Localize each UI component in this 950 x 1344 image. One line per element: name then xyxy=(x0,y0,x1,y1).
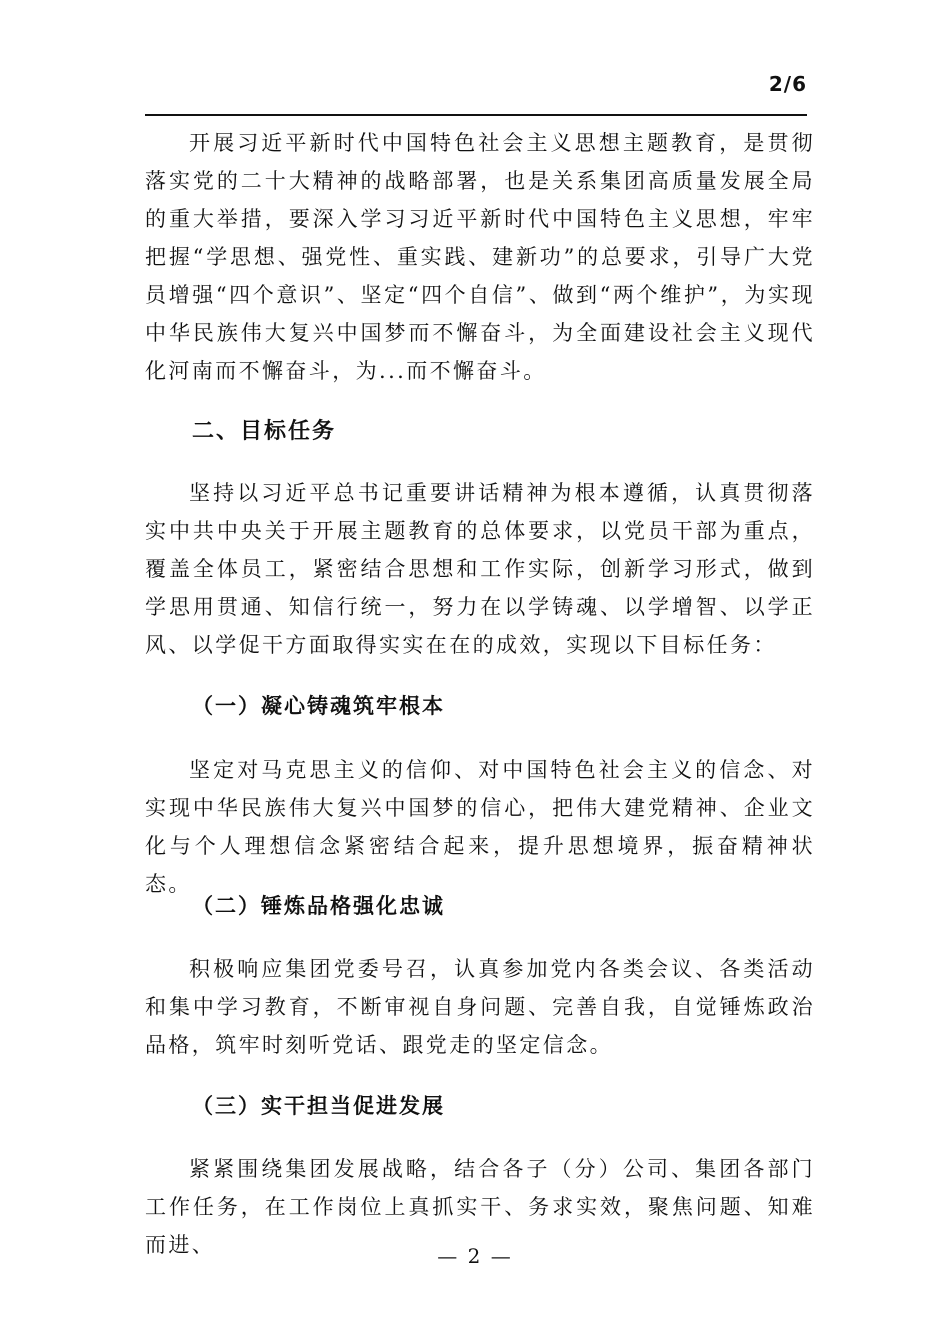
page-footer-number: — 2 — xyxy=(437,1244,513,1268)
page-header xyxy=(145,62,807,116)
goals-paragraph: 坚持以习近平总书记重要讲话精神为根本遵循，认真贯彻落实中共中央关于开展主题教育的总体要求，以党员干部为重点，覆盖全体员工，紧密结合思想和工作实际，创新学习形式，做到学思用贯通、知信行统一，努力在以学铸魂、以学增智、以学正风、以学促干方面取得实实在在的成效，实现以下目标任务： xyxy=(145,481,815,657)
sub-heading-2: （二）锤炼品格强化忠诚 xyxy=(192,894,445,918)
sub-heading-1: （一）凝心铸魂筑牢根本 xyxy=(192,694,445,718)
intro-paragraph: 开展习近平新时代中国特色社会主义思想主题教育，是贯彻落实党的二十大精神的战略部署，也是关系集团高质量发展全局的重大举措，要深入学习习近平新时代中国特色主义思想，牢牢把握“学思想、强党性、重实践、建新功”的总要求，引导广大党员增强“四个意识”、坚定“四个自信”、做到“两个维护”，为实现中华民族伟大复兴中国梦而不懈奋斗，为全面建设社会主义现代化河南而不懈奋斗，为...而不懈奋斗。 xyxy=(145,131,815,383)
item2-paragraph: 积极响应集团党委号召，认真参加党内各类会议、各类活动和集中学习教育，不断审视自身问题、完善自我，自觉锤炼政治品格，筑牢时刻听党话、跟党走的坚定信念。 xyxy=(145,957,815,1057)
page-count: 2/6 xyxy=(768,72,807,96)
item3-paragraph: 紧紧围绕集团发展战略，结合各子（分）公司、集团各部门工作任务，在工作岗位上真抓实干、务求实效，聚焦问题、知难而进、 xyxy=(145,1157,815,1257)
sub-heading-3: （三）实干担当促进发展 xyxy=(192,1094,445,1118)
item1-paragraph: 坚定对马克思主义的信仰、对中国特色社会主义的信念、对实现中华民族伟大复兴中国梦的信心，把伟大建党精神、企业文化与个人理想信念紧密结合起来，提升思想境界，振奋精神状态。 xyxy=(145,758,815,896)
section-heading-goals: 二、目标任务 xyxy=(192,419,337,444)
